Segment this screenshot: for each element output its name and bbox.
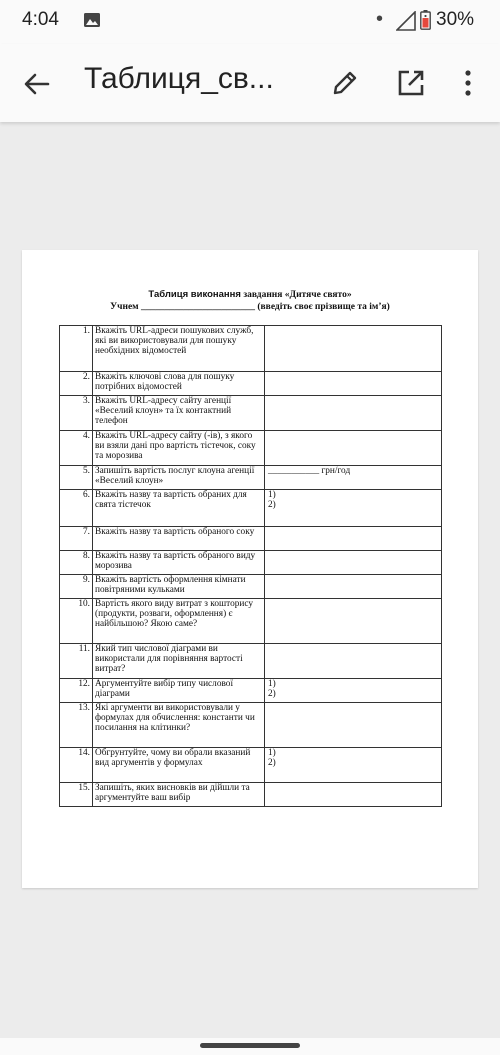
row-answer-cell[interactable]: [265, 431, 442, 466]
row-answer-cell[interactable]: [265, 783, 442, 807]
row-number: 5.: [60, 466, 93, 490]
row-question: Який тип числової діаграми ви використали для порівняння вартості витрат?: [93, 644, 265, 679]
table-row: [60, 575, 442, 599]
row-answer-cell[interactable]: [265, 396, 442, 431]
row-question: Обгрунтуйте, чому ви обрали вказаний вид аргументів у формулах: [93, 748, 265, 783]
student-name-blank: ________________________: [138, 302, 258, 312]
row-number: 3.: [60, 396, 93, 431]
row-answer-cell[interactable]: [265, 599, 442, 644]
row-answer-cell[interactable]: [265, 326, 442, 372]
edit-pencil-icon[interactable]: [330, 68, 360, 98]
row-number: 8.: [60, 551, 93, 575]
row-answer-cell[interactable]: [265, 551, 442, 575]
row-number: 6.: [60, 490, 93, 527]
row-question: Вкажіть URL-адресу сайту (-ів), з якого ви взяли дані про вартість тістечок, соку та морозива: [93, 431, 265, 466]
row-number: 1.: [60, 326, 93, 372]
row-question: Вкажіть ключові слова для пошуку потрібних відомостей: [93, 372, 265, 396]
document-heading: [22, 289, 478, 300]
row-number: 11.: [60, 644, 93, 679]
table-row: [60, 783, 442, 807]
row-number: 4.: [60, 431, 93, 466]
student-name-hint: (введіть своє прізвище та ім’я): [257, 302, 390, 312]
more-options-icon[interactable]: [460, 68, 476, 98]
row-question: Аргументуйте вибір типу числової діаграми: [93, 679, 265, 703]
student-label: Учнем: [110, 302, 139, 312]
table-row: [60, 527, 442, 551]
student-name-line: [22, 302, 478, 312]
document-page: [22, 250, 478, 888]
table-row: [60, 748, 442, 783]
row-number: 2.: [60, 372, 93, 396]
row-question: Вкажіть назву та вартість обраного виду морозива: [93, 551, 265, 575]
table-row: [60, 703, 442, 748]
table-row: [60, 679, 442, 703]
table-row: [60, 372, 442, 396]
row-question: Запишіть, яких висновків ви дійшли та аргументуйте ваш вибір: [93, 783, 265, 807]
app-bar: [0, 44, 500, 122]
row-question: Запишіть вартість послуг клоуна агенції «Веселий клоун»: [93, 466, 265, 490]
row-answer-cell[interactable]: [265, 575, 442, 599]
document-title: Таблиця_св...: [84, 62, 274, 95]
battery-icon: [420, 10, 431, 30]
heading-bold: Таблиця виконання: [148, 289, 241, 300]
battery-percent: 30%: [436, 9, 475, 30]
signal-icon: [396, 11, 416, 31]
image-notification-icon: [84, 13, 100, 27]
status-bar: [0, 0, 500, 44]
row-answer-cell[interactable]: [265, 527, 442, 551]
back-arrow-icon[interactable]: [22, 69, 52, 99]
table-row: [60, 466, 442, 490]
row-question: Вкажіть URL-адресу сайту агенції «Веселий клоун» та їх контактний телефон: [93, 396, 265, 431]
row-question: Вкажіть назву та вартість обраного соку: [93, 527, 265, 551]
task-table: [59, 325, 442, 807]
row-question: Вкажіть URL-адреси пошукових служб, які ви використовували для пошуку необхідних відомостей: [93, 326, 265, 372]
row-number: 9.: [60, 575, 93, 599]
row-answer-cell[interactable]: 1) 2): [265, 679, 442, 703]
row-answer-cell[interactable]: [265, 703, 442, 748]
table-row: [60, 326, 442, 372]
open-in-new-icon[interactable]: [396, 68, 426, 98]
row-answer-cell[interactable]: [265, 644, 442, 679]
row-answer-cell[interactable]: 1) 2): [265, 748, 442, 783]
row-answer-cell[interactable]: ___________ грн/год: [265, 466, 442, 490]
row-number: 7.: [60, 527, 93, 551]
table-row: [60, 551, 442, 575]
table-row: [60, 396, 442, 431]
row-question: Вартість якого виду витрат з кошторису (продукти, розваги, оформлення) є найбільшою? Якою саме?: [93, 599, 265, 644]
row-number: 13.: [60, 703, 93, 748]
status-time: 4:04: [22, 9, 59, 30]
row-question: Вкажіть вартість оформлення кімнати повітряними кульками: [93, 575, 265, 599]
row-question: Які аргументи ви використовували у формулах для обчислення: константи чи посилання на клітинки?: [93, 703, 265, 748]
home-gesture-pill[interactable]: [200, 1043, 300, 1048]
navigation-bar: [0, 1038, 500, 1055]
table-row: [60, 644, 442, 679]
row-number: 14.: [60, 748, 93, 783]
table-row: [60, 431, 442, 466]
row-question: Вкажіть назву та вартість обраних для свята тістечок: [93, 490, 265, 527]
row-number: 10.: [60, 599, 93, 644]
heading-rest: завдання «Дитяче свято»: [240, 290, 352, 300]
table-row: [60, 599, 442, 644]
row-answer-cell[interactable]: [265, 372, 442, 396]
row-number: 15.: [60, 783, 93, 807]
row-number: 12.: [60, 679, 93, 703]
notification-dot-icon: •: [376, 8, 384, 30]
row-answer-cell[interactable]: 1) 2): [265, 490, 442, 527]
table-row: [60, 490, 442, 527]
